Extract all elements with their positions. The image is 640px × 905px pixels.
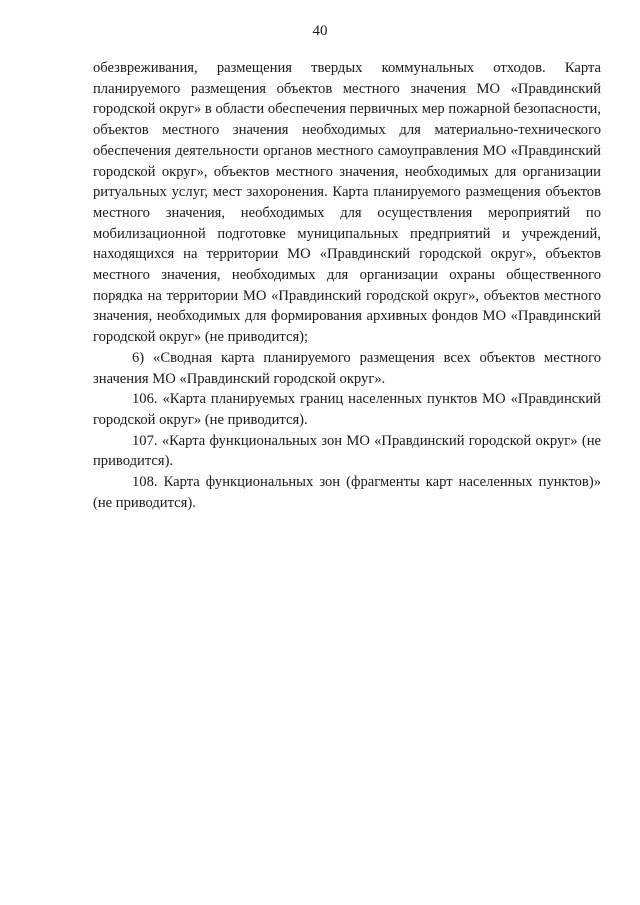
document-body (93, 58, 601, 513)
paragraph-continuation: обезвреживания, размещения твердых коммунальных отходов. Карта планируемого размещения объектов местного значения МО «Правдинский городской округ» в области обеспечения первичных мер пожарной безопасности, объектов местного значения необходимых для материально-технического обеспечения деятельности органов местного самоуправления МО «Правдинский городской округ», объектов местного значения, необходимых для организации ритуальных услуг, мест захоронения. Карта планируемого размещения объектов местного значения, необходимых для осуществления мероприятий по мобилизационной подготовке муниципальных предприятий и учреждений, находящихся на территории МО «Правдинский городской округ», объектов местного значения, необходимых для организации охраны общественного порядка на территории МО «Правдинский городской округ», объектов местного значения, необходимых для формирования архивных фондов МО «Правдинский городской округ» (не приводится); (93, 60, 601, 346)
paragraph-item-6: 6) «Сводная карта планируемого размещения всех объектов местного значения МО «Правдинский городской округ». (93, 349, 601, 387)
paragraph-item-107: 107. «Карта функциональных зон МО «Правдинский городской округ» (не приводится). (93, 432, 601, 470)
paragraph-item-108: 108. Карта функциональных зон (фрагменты карт населенных пунктов)» (не приводится). (93, 474, 601, 511)
page-number: 40 (312, 23, 328, 39)
paragraph-item-106: 106. «Карта планируемых границ населенных пунктов МО «Правдинский городской округ» (не приводится). (93, 391, 601, 428)
